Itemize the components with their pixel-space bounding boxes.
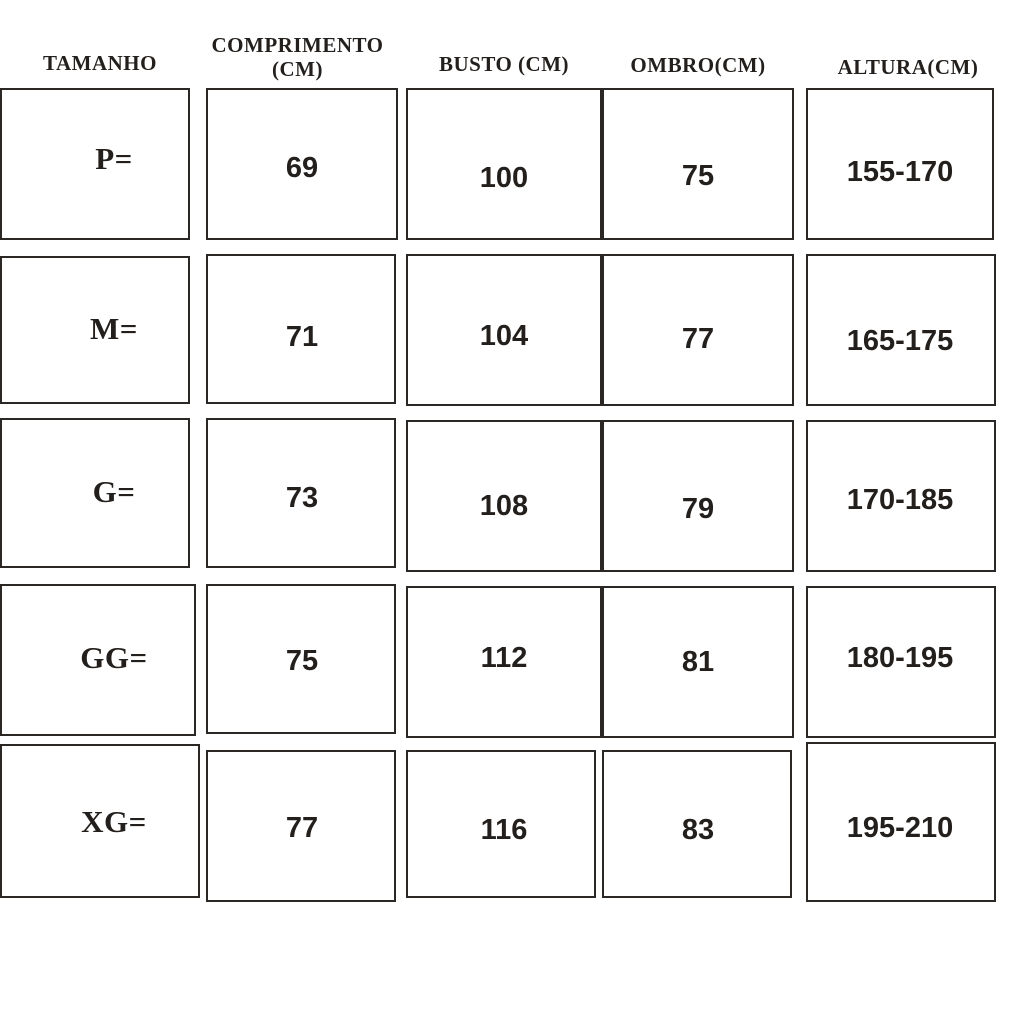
- column-header-tamanho-line1: TAMANHO: [43, 51, 157, 75]
- column-header-busto-line1: BUSTO (CM): [438, 52, 570, 76]
- row-busto-value: 100: [479, 161, 529, 194]
- row-altura-value: 155-170: [846, 155, 954, 188]
- row-altura-value: 195-210: [846, 811, 954, 844]
- row-ombro-value: 79: [681, 492, 715, 525]
- column-header-altura-line1: ALTURA(CM): [837, 55, 979, 79]
- column-header-comprimento-line1: COMPRIMENTO: [211, 33, 384, 57]
- row-comprimento-value: 73: [285, 481, 319, 514]
- row-size-label: M=: [90, 311, 138, 346]
- row-altura-value: 180-195: [846, 641, 954, 674]
- column-header-busto: [406, 53, 602, 77]
- row-busto-value: 104: [479, 319, 529, 352]
- column-header-ombro: [600, 54, 796, 78]
- row-busto-value: 116: [480, 813, 528, 846]
- column-header-comprimento-line2: (CM): [272, 56, 323, 81]
- table-header-row: [0, 26, 1024, 88]
- row-size-label: G=: [92, 474, 136, 509]
- row-busto-value: 108: [479, 489, 529, 522]
- row-comprimento-value: 69: [285, 151, 319, 184]
- row-ombro-value: 77: [681, 322, 715, 355]
- row-size-label: P=: [95, 141, 133, 176]
- row-size-label: GG=: [80, 640, 148, 675]
- row-ombro-value: 83: [681, 813, 715, 846]
- row-busto-value: 112: [480, 641, 528, 674]
- row-size-label: XG=: [81, 804, 147, 839]
- column-header-comprimento: [190, 34, 405, 81]
- row-comprimento-value: 71: [285, 320, 319, 353]
- column-header-tamanho: [6, 52, 194, 76]
- row-comprimento-value: 75: [285, 644, 319, 677]
- row-altura-value: 165-175: [846, 324, 954, 357]
- row-ombro-value: 75: [681, 159, 715, 192]
- column-header-altura: [798, 56, 1018, 80]
- row-comprimento-value: 77: [285, 811, 319, 844]
- column-header-ombro-line1: OMBRO(CM): [630, 53, 766, 77]
- row-ombro-value: 81: [681, 645, 715, 678]
- row-altura-value: 170-185: [846, 483, 954, 516]
